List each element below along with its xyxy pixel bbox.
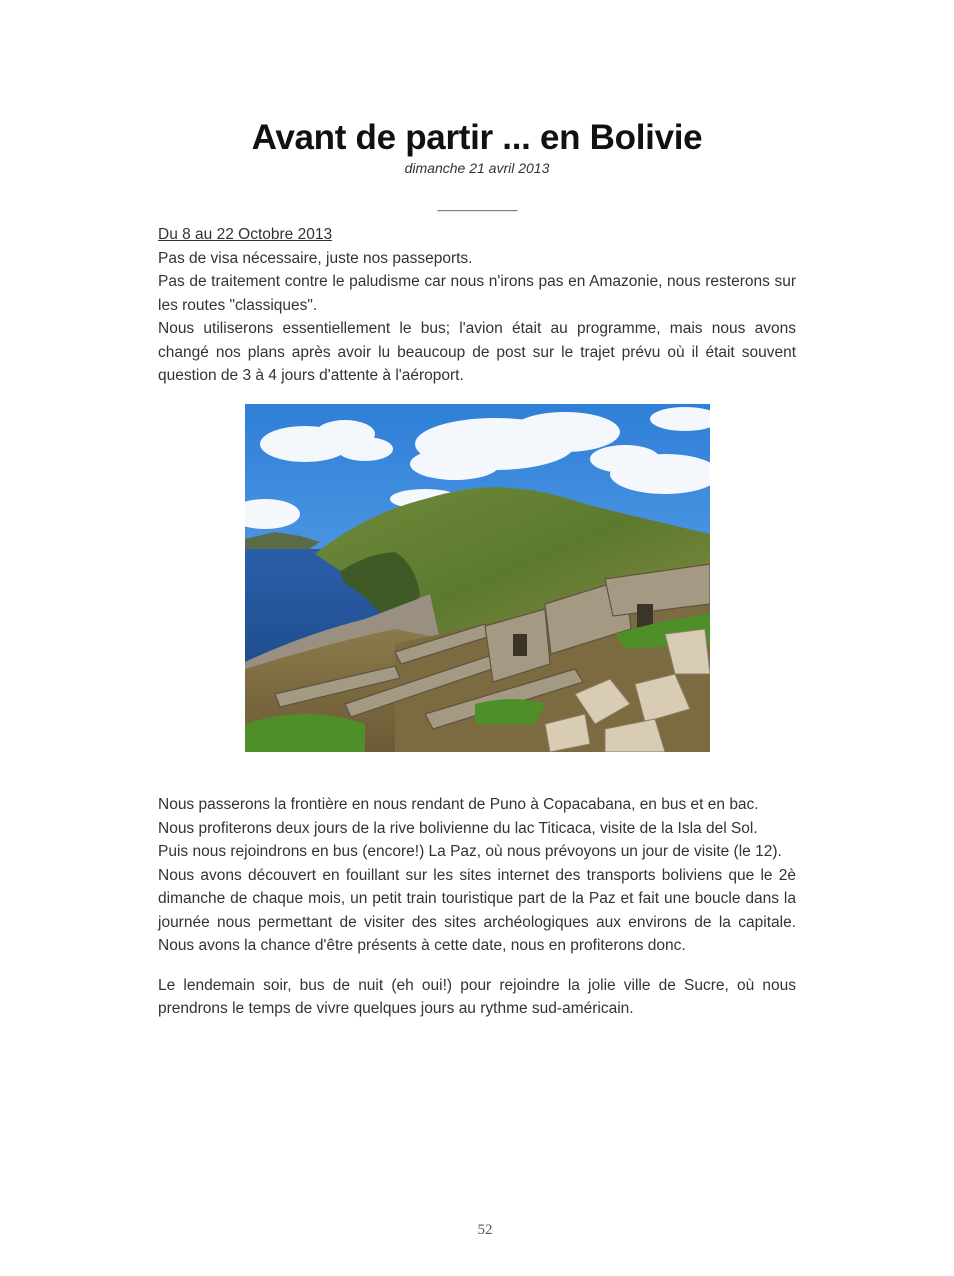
article-date: dimanche 21 avril 2013 <box>404 160 550 176</box>
body-paragraph: Nous profiterons deux jours de la rive bolivienne du lac Titicaca, visite de la Isla del Sol. <box>158 819 758 837</box>
page-number: 52 <box>477 1222 493 1238</box>
intro-paragraph: Pas de traitement contre le paludisme car nous n'irons pas en Amazonie, nous resterons sur les routes "classiques". <box>158 273 796 314</box>
title-separator: __________ <box>437 196 517 213</box>
body-paragraph: Nous passerons la frontière en nous rendant de Puno à Copacabana, en bus et en bac. <box>158 796 759 813</box>
body-paragraph: Le lendemain soir, bus de nuit (eh oui!) pour rejoindre la jolie ville de Sucre, où nous prendrons le temps de vivre quelques jours au rythme sud-américain. <box>158 976 796 1017</box>
intro-section <box>158 223 796 388</box>
intro-paragraph: Pas de visa nécessaire, juste nos passeports. <box>158 249 473 267</box>
body-paragraph: Puis nous rejoindrons en bus (encore!) La Paz, où nous prévoyons un jour de visite (le 12). <box>158 843 782 860</box>
body-section <box>158 793 796 1021</box>
article-title: Avant de partir ... en Bolivie <box>251 118 703 157</box>
lake-titicaca-photo <box>245 404 710 752</box>
intro-paragraph: Nous utiliserons essentiellement le bus; l'avion était au programme, mais nous avons changé nos plans après avoir lu beaucoup de post sur le trajet prévu où il était souvent question de 3 à 4 jours d'attente à l'aéroport. <box>158 320 796 384</box>
body-paragraph: Nous avons découvert en fouillant sur les sites internet des transports boliviens que le 2è dimanche de chaque mois, un petit train touristique part de la Paz et fait une boucle dans la journée nous permettant de visiter des sites archéologiques aux environs de la capitale. Nous avons la chance d'être présents à cette date, nous en profiterons donc. <box>158 866 796 954</box>
travel-dates: Du 8 au 22 Octobre 2013 <box>158 226 333 243</box>
